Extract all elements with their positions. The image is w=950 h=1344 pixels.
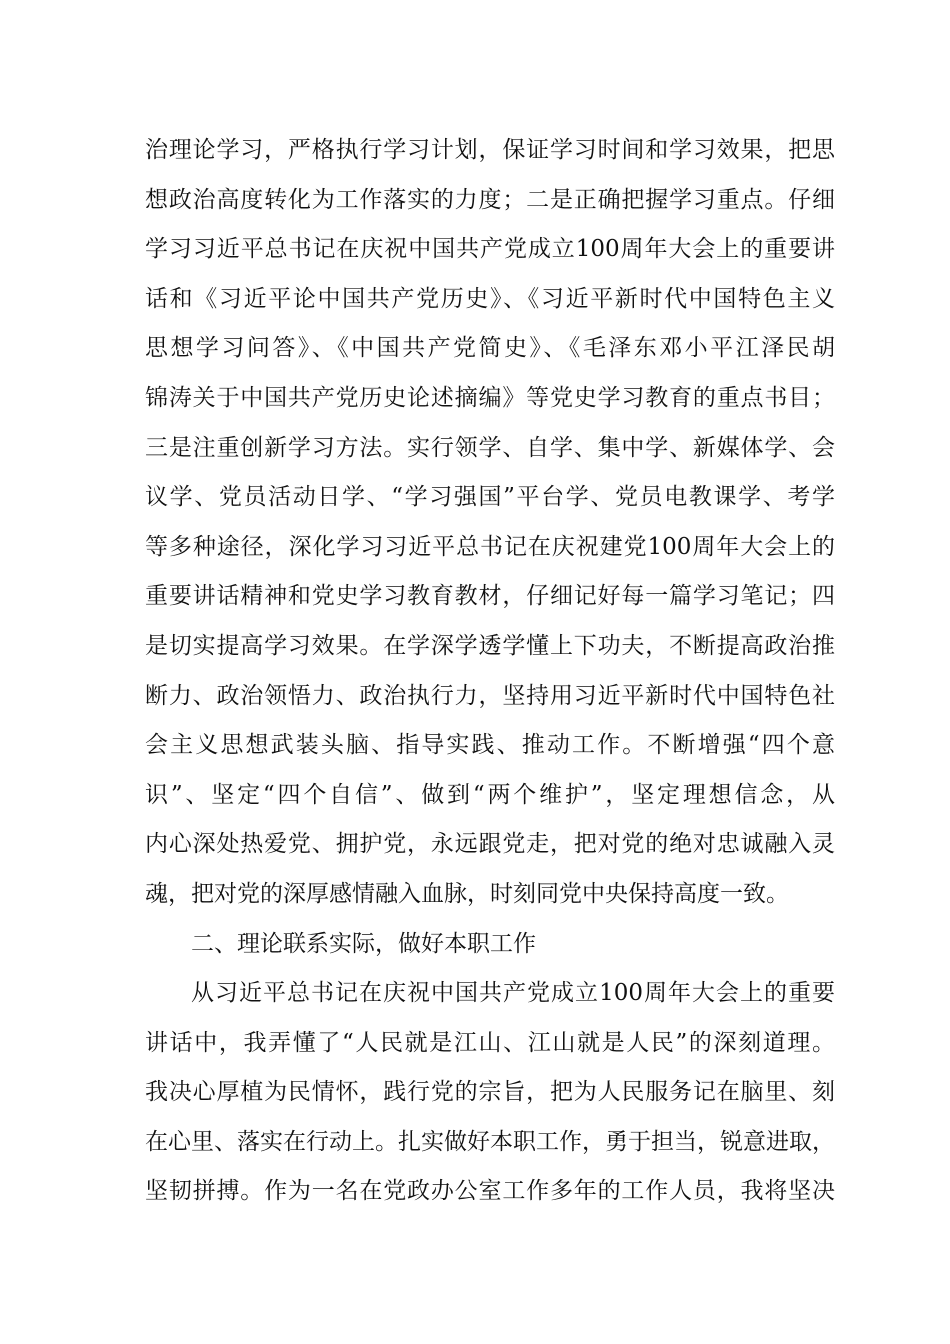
text-line: 学习习近平总书记在庆祝中国共产党成立100周年大会上的重要讲	[145, 236, 835, 263]
text-line: 思想学习问答》、《中国共产党简史》、《毛泽东邓小平江泽民胡	[145, 335, 835, 362]
text-line: 坚韧拼搏。作为一名在党政办公室工作多年的工作人员，我将坚决	[145, 1178, 835, 1205]
text-line: 是切实提高学习效果。在学深学透学懂上下功夫，不断提高政治推	[145, 632, 835, 659]
text-line: 话和《习近平论中国共产党历史》、《习近平新时代中国特色主义	[145, 285, 835, 312]
text-line: 断力、政治领悟力、政治执行力，坚持用习近平新时代中国特色社	[145, 682, 835, 709]
text-line: 治理论学习，严格执行学习计划，保证学习时间和学习效果，把思	[145, 137, 835, 163]
body-text	[145, 126, 835, 1217]
text-line: 识”、坚定“四个自信”、做到“两个维护”，坚定理想信念，从	[145, 781, 835, 808]
text-line: 锦涛关于中国共产党历史论述摘编》等党史学习教育的重点书目；	[145, 384, 835, 411]
text-line: 在心里、落实在行动上。扎实做好本职工作，勇于担当，锐意进取，	[145, 1128, 835, 1155]
text-line: 讲话中，我弄懂了“人民就是江山、江山就是人民”的深刻道理。	[145, 1029, 835, 1056]
text-line: 等多种途径，深化学习习近平总书记在庆祝建党100周年大会上的	[145, 533, 835, 560]
text-line: 我决心厚植为民情怀，践行党的宗旨，把为人民服务记在脑里、刻	[145, 1079, 835, 1106]
text-line: 会主义思想武装头脑、指导实践、推动工作。不断增强“四个意	[145, 732, 835, 759]
text-line: 魂，把对党的深厚感情融入血脉，时刻同党中央保持高度一致。	[145, 880, 789, 907]
text-line: 想政治高度转化为工作落实的力度；二是正确把握学习重点。仔细	[145, 186, 835, 213]
section-heading: 二、理论联系实际，做好本职工作	[191, 930, 536, 957]
text-line: 重要讲话精神和党史学习教育教材，仔细记好每一篇学习笔记；四	[145, 583, 835, 610]
text-line: 从习近平总书记在庆祝中国共产党成立100周年大会上的重要	[191, 980, 835, 1007]
text-line: 议学、党员活动日学、“学习强国”平台学、党员电教课学、考学	[145, 484, 835, 511]
text-line: 三是注重创新学习方法。实行领学、自学、集中学、新媒体学、会	[145, 434, 835, 461]
text-line: 内心深处热爱党、拥护党，永远跟党走，把对党的绝对忠诚融入灵	[145, 831, 835, 858]
